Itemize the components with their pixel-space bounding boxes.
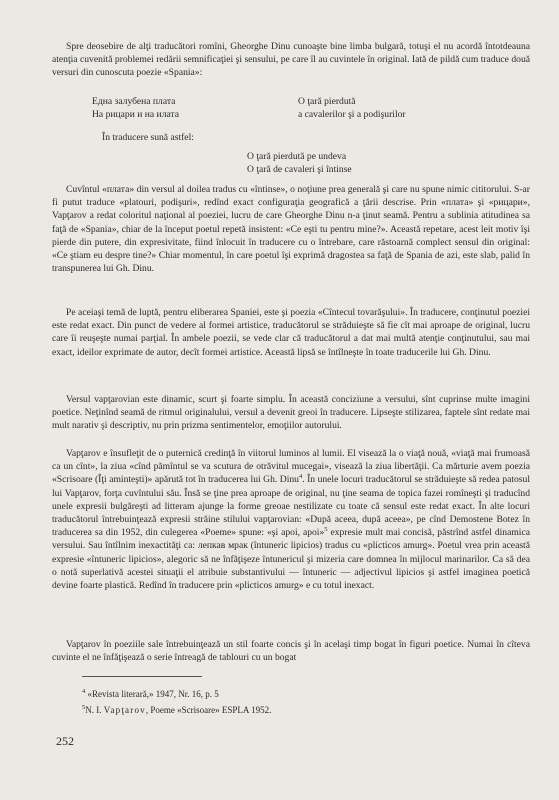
verse-bulgarian: Една залубена плата На рицари и на илата bbox=[92, 96, 180, 120]
paragraph-4: Vapţarov e însufleţit de o puternică credinţă în viitorul luminos al lumii. El visează la o viaţă nouă, «viaţă mai frumoasă ca un cînt», la ziua «cînd pămîntul se va scutura de otrăvitul mucegai», visează la ziua libertăţii. Ca mărturie avem poezia «Scrisoare (Îţi aminteşti)» apărută tot în traducerea lui Gh. Dinu$^4$. În unele locuri traducătorul se străduieşte să redea patosul lui Vapţarov, forţa cuvîntului său. Însă se ţine prea aproape de original, nu ţine seama de topica fazei romîneşti şi traducînd unele expresii bulgăreşti ad litteram ajunge la forme greoae nestilizate cu toate că sensul este redat exact. În alte locuri traducătorul întrebuinţează expresii străine stilului vapţarovian: «După aceea, după aceea», pe cînd Demostene Botez în traducerea sa din 1952, din culegerea «Poeme» spune: «şi apoi, apoi»$^5$ expresie mult mai concisă, păstrînd astfel dinamica versului. Sau întîlnim inexactităţi ca: лепкав мрак (întuneric lipicios) tradus cu «plicticos amurg». Poetul vrea prin această expresie «întuneric lipicios», alegoric să ne înfăţişeze întunericul şi mizeria care domnea în mijlocul marinarilor. Ca să dea o notă superlativă acestei situaţii el atribuie substantivului — întuneric — adjectivul lipicios şi astfel imaginea poetică devine foarte plastică. Redînd în traducere prin «plicticos amurg» e cu totul inexact. bbox=[52, 448, 530, 592]
translation-intro: În traducere sună astfel: bbox=[102, 132, 194, 143]
verse-translation: O ţară pierdută pe undeva O ţară de cavaleri şi întinse bbox=[247, 151, 352, 175]
footnote-ref-4: 4 bbox=[298, 473, 303, 481]
footnote-5: $^5$N. I. Vapţarov, Poeme «Scrisoare» ESPLA 1952. bbox=[82, 704, 272, 715]
paragraph-1: Cuvîntul «плата» din versul al doilea tradus cu «întinse», o noţiune prea generală şi care nu spune nimic cititorului. S-ar fi putut traduce «platouri, podişuri», redînd exact configuraţia geografică a ţării descrise. Prin «плата» şi «рицари», Vapţarov a redat coloritul naţional al poeziei, lucru de care Gheorghe Dinu n-a ţinut seamă. Pentru a sublinia atitudinea sa faţă de «Spania», chiar de la început poetul repetă insistent: «Ce eşti tu pentru mine?». Această repetare, acest leit motiv îşi pierde din putere, din expresivitate, fiind înlocuit în traducere cu o întrebare, care răstoarnă complect sensul din original: «Ce ştiam eu despre tine?» Chiar momentul, în care poetul îşi exprimă dragostea sa faţă de Spania de azi, este slab, palid în transpunerea lui Gh. Dinu. bbox=[52, 184, 530, 275]
paragraph-3: Versul vapţarovian este dinamic, scurt şi foarte simplu. În această conciziune a versului, sînt cuprinse multe imagini poetice. Neţinînd seamă de ritmul originalului, versul a devenit greoi în traducere. Lipseşte stilizarea, faptele sînt redate mai mult narativ şi descriptiv, nu prin prizma sentimentelor, emoţiilor autorului. bbox=[52, 394, 530, 432]
footnote-4: $^4$ «Revista literară,» 1947, Nr. 16, p. 5 bbox=[82, 688, 219, 699]
paragraph-5: Vapţarov în poeziile sale întrebuinţează un stil foarte concis şi în acelaşi timp bogat în figuri poetice. Numai în cîteva cuvinte el ne înfăţişează o serie întreagă de tablouri cu un bogat bbox=[52, 639, 530, 664]
paragraph-2: Pe aceiaşi temă de luptă, pentru eliberarea Spaniei, este şi poezia «Cîntecul tovarăşului». În traducere, conţinutul poeziei este redat exact. Din punct de vedere al formei artistice, traducătorul se străduieşte să fie cît mai aproape de original, lucru care îi reuşeşte numai parţial. În ambele poezii, se vede clar că traducătorul a dat mai multă atenţie conţinutului, sau mai exact, ideilor exprimate de autor, decît formei artistice. Această lipsă se întîlneşte în toate traducerile lui Gh. Dinu. bbox=[52, 307, 530, 358]
intro-paragraph: Spre deosebire de alţi traducători romîni, Gheorghe Dinu cunoaşte bine limba bulgară, totuşi el nu acordă întotdeauna atenţia cuvenită problemei redării semnificaţiei şi sensului, pe care îl au cuvintele în original. Iată de pildă cum traduce două versuri din cunoscuta poezie «Spania»: bbox=[52, 41, 530, 79]
page-number: 252 bbox=[56, 734, 74, 748]
verse-literal-romanian: O ţară pierdută a cavalerilor şi a podişurilor bbox=[298, 96, 406, 120]
footnote-divider bbox=[82, 676, 202, 677]
footnote-ref-5: 5 bbox=[324, 526, 328, 534]
